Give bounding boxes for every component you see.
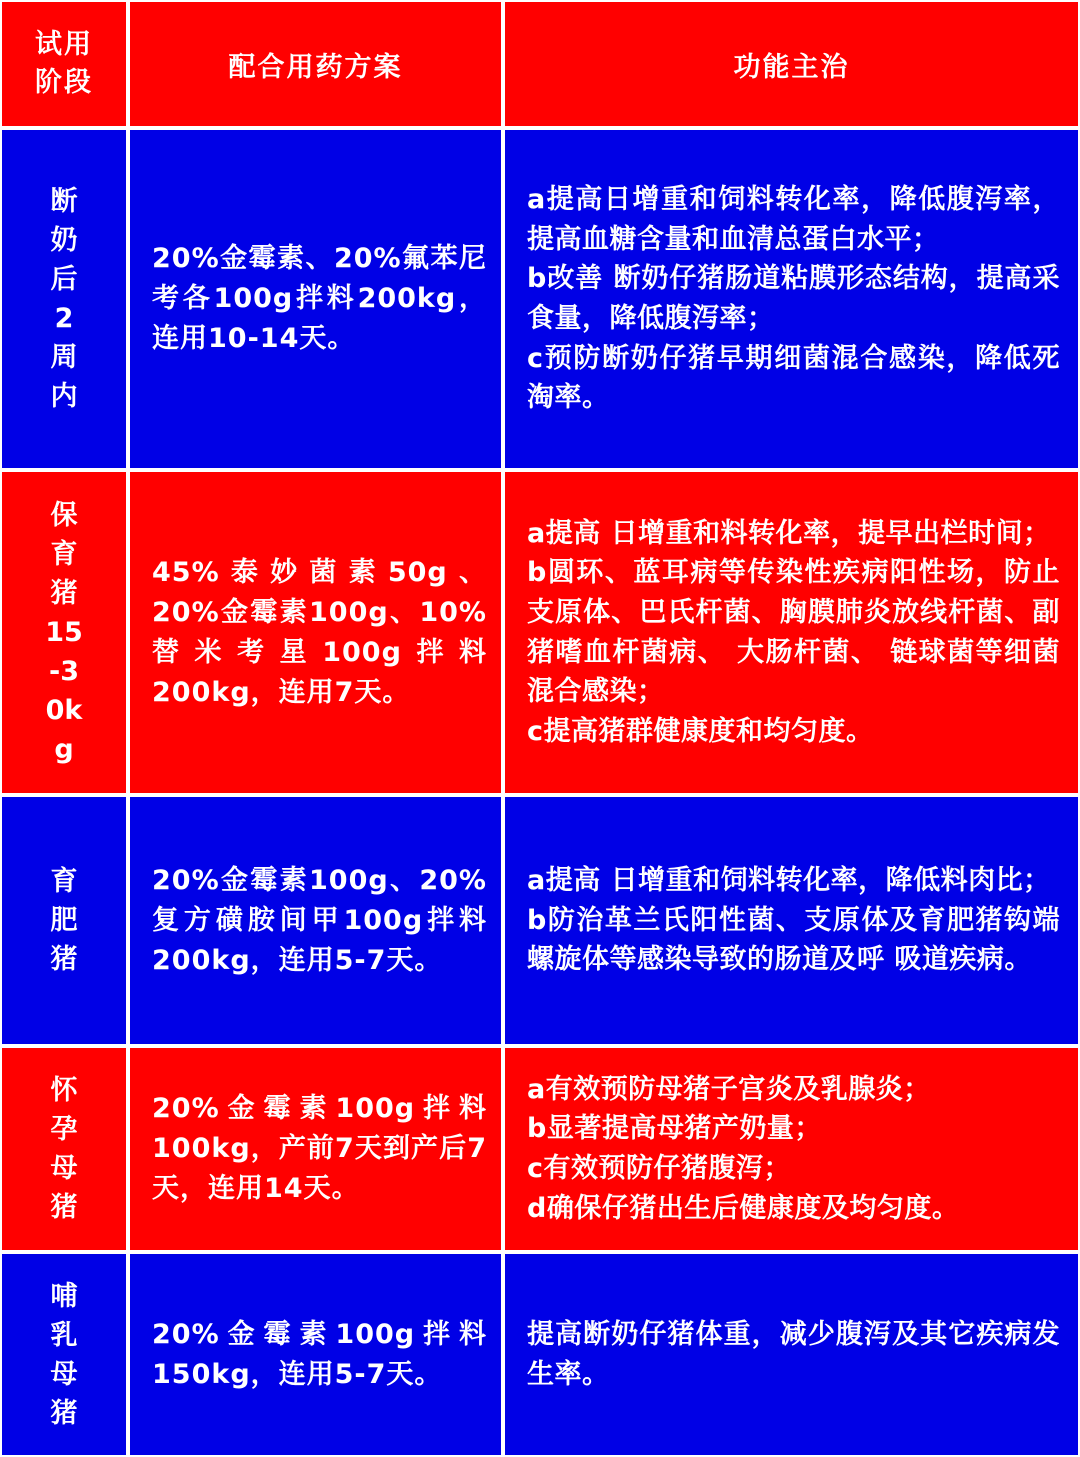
function-item: 提高断奶仔猪体重，减少腹泻及其它疾病发生率。 — [527, 1318, 1060, 1390]
header-plan-label: 配合用药方案 — [228, 51, 403, 83]
plan-cell — [128, 1252, 503, 1457]
function-item: b防治革兰氏阳性菌、支原体及育肥猪钩端螺旋体等感染导致的肠道及呼 吸道疾病。 — [527, 904, 1060, 976]
function-item: b圆环、蓝耳病等传染性疾病阳性场，防止支原体、巴氏杆菌、胸膜肺炎放线杆菌、副猪嗜血杆菌病、 大肠杆菌、 链球菌等细菌混合感染； — [527, 557, 1060, 708]
stage-label: 保育猪15-30kg — [45, 500, 83, 765]
stage-label: 怀孕母猪 — [50, 1075, 78, 1223]
function-cell — [503, 1252, 1080, 1457]
function-item: c预防断奶仔猪早期细菌混合感染，降低死淘率。 — [527, 342, 1060, 414]
function-item: b显著提高母猪产奶量； — [527, 1113, 822, 1145]
function-cell — [503, 470, 1080, 795]
stage-label: 育肥猪 — [50, 866, 78, 975]
function-item: b改善 断奶仔猪肠道粘膜形态结构，提高采食量，降低腹泻率； — [527, 263, 1060, 334]
plan-text: 20%金霉素100g拌料100kg，产前7天到产后7天，连用14天。 — [152, 1093, 487, 1204]
plan-text: 45%泰妙菌素50g、20%金霉素100g、10%替米考星100g拌料200kg，连用7天。 — [152, 556, 487, 708]
header-function-label: 功能主治 — [733, 51, 850, 83]
function-cell — [503, 128, 1080, 470]
plan-cell — [128, 470, 503, 795]
stage-cell — [0, 1252, 128, 1457]
plan-cell — [128, 128, 503, 470]
stage-label: 断奶后2周内 — [50, 186, 78, 412]
header-stage — [0, 0, 128, 128]
function-item: c有效预防仔猪腹泻； — [527, 1153, 792, 1184]
stage-cell — [0, 1046, 128, 1252]
header-function — [503, 0, 1080, 128]
function-item: a有效预防母猪子宫炎及乳腺炎； — [527, 1073, 931, 1105]
stage-cell — [0, 795, 128, 1046]
function-cell — [503, 1046, 1080, 1252]
header-plan — [128, 0, 503, 128]
stage-cell — [0, 470, 128, 795]
plan-cell — [128, 795, 503, 1046]
plan-cell — [128, 1046, 503, 1252]
stage-label: 哺乳母猪 — [50, 1280, 78, 1429]
function-item: c提高猪群健康度和均匀度。 — [527, 715, 874, 747]
header-stage-label: 试用阶段 — [35, 29, 93, 98]
function-item: d确保仔猪出生后健康度及均匀度。 — [527, 1192, 960, 1224]
function-item: a提高 日增重和料转化率，提早出栏时间； — [527, 517, 1051, 549]
function-cell — [503, 795, 1080, 1046]
stage-cell — [0, 128, 128, 470]
plan-text: 20%金霉素100g拌料150kg，连用5-7天。 — [152, 1318, 487, 1390]
plan-text: 20%金霉素100g、20%复方磺胺间甲100g拌料200kg，连用5-7天。 — [152, 864, 487, 976]
plan-text: 20%金霉素、20%氟苯尼考各100g拌料200kg，连用10-14天。 — [152, 243, 487, 354]
function-item: a提高日增重和饲料转化率，降低腹泻率，提高血糖含量和血清总蛋白水平； — [527, 184, 1060, 255]
function-item: a提高 日增重和饲料转化率，降低料肉比； — [527, 865, 1051, 897]
